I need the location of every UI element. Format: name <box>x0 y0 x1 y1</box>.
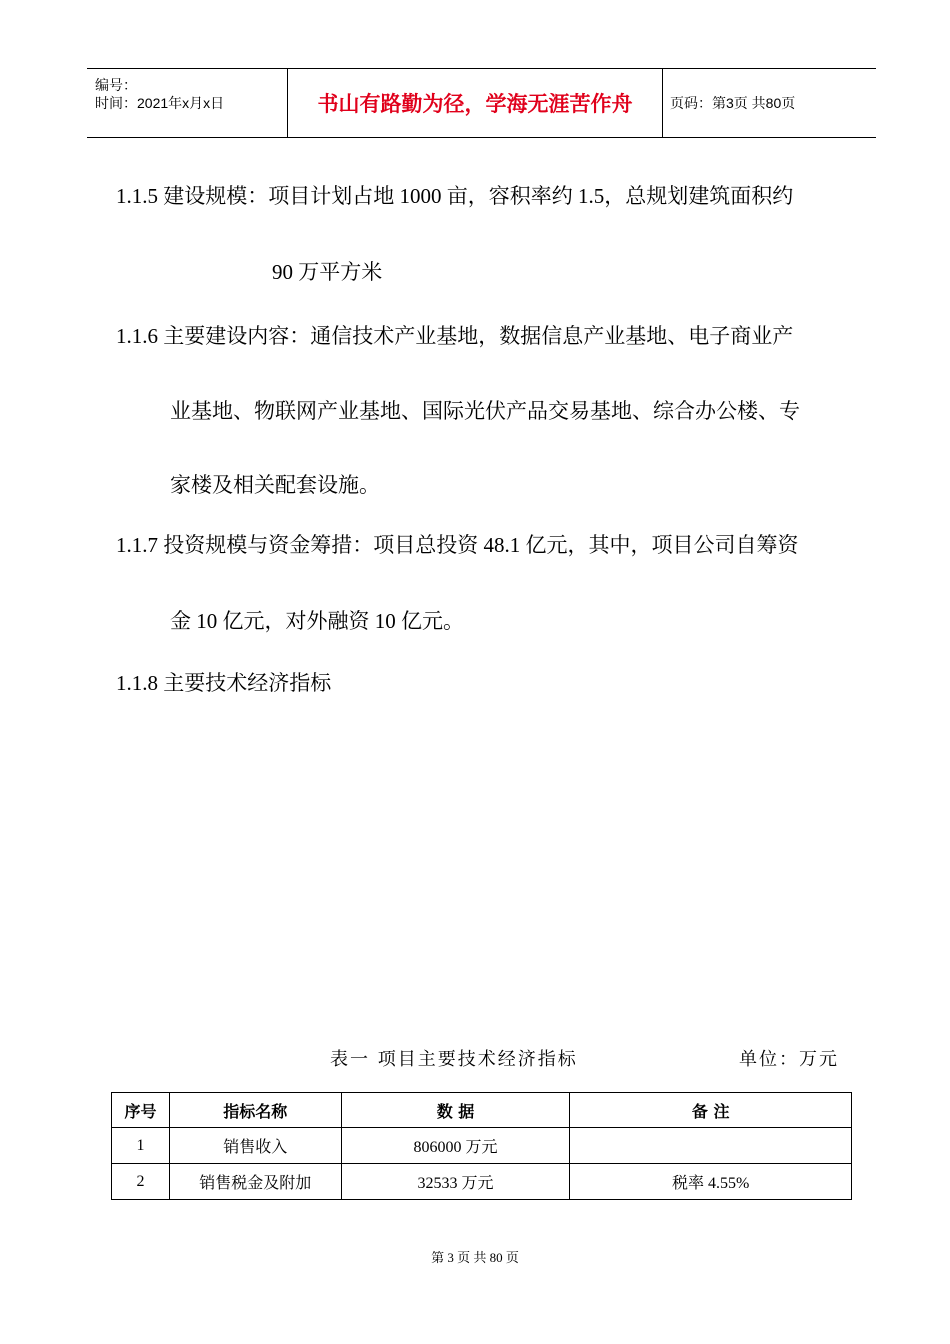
cell-name: 销售收入 <box>169 1128 341 1164</box>
paragraph-1-1-8-line-1: 1.1.8 主要技术经济指标 <box>116 671 332 695</box>
paragraph-1-1-7-line-2: 金 10 亿元，对外融资 10 亿元。 <box>170 609 464 633</box>
page-number-label: 页码：第3页 共80页 <box>670 95 796 111</box>
time-label: 时间：2021年x月x日 <box>95 95 225 111</box>
motto-text: 书山有路勤为径，学海无涯苦作舟 <box>287 69 663 137</box>
indicators-table <box>111 1092 852 1200</box>
paragraph-1-1-5-line-1: 1.1.5 建设规模：项目计划占地 1000 亩，容积率约 1.5，总规划建筑面积约 <box>116 184 794 208</box>
table-unit: 单位：万元 <box>739 1049 839 1070</box>
cell-remarks: 税率 4.55% <box>570 1164 852 1200</box>
cell-remarks <box>570 1128 852 1164</box>
paragraph-1-1-7-line-1: 1.1.7 投资规模与资金筹措：项目总投资 48.1 亿元，其中，项目公司自筹资 <box>116 533 799 557</box>
cell-data: 806000 万元 <box>341 1128 570 1164</box>
paragraph-1-1-6-line-3: 家楼及相关配套设施。 <box>170 473 380 497</box>
number-label: 编号： <box>95 77 137 93</box>
paragraph-1-1-6-line-2: 业基地、物联网产业基地、国际光伏产品交易基地、综合办公楼、专 <box>170 399 800 423</box>
header-data: 数 据 <box>341 1093 570 1128</box>
cell-name: 销售税金及附加 <box>169 1164 341 1200</box>
header-index: 序号 <box>112 1093 170 1128</box>
header-remarks: 备 注 <box>570 1093 852 1128</box>
page-footer: 第 3 页 共 80 页 <box>431 1250 519 1265</box>
paragraph-1-1-5-line-2: 90 万平方米 <box>272 260 383 284</box>
cell-index: 2 <box>112 1164 170 1200</box>
page-header <box>87 68 876 138</box>
table-row <box>112 1128 852 1164</box>
cell-index: 1 <box>112 1128 170 1164</box>
header-meta-cell <box>87 69 287 137</box>
cell-data: 32533 万元 <box>341 1164 570 1200</box>
table-caption: 表一 项目主要技术经济指标 <box>330 1049 578 1070</box>
table-header-row <box>112 1093 852 1128</box>
paragraph-1-1-6-line-1: 1.1.6 主要建设内容：通信技术产业基地，数据信息产业基地、电子商业产 <box>116 324 794 348</box>
header-name: 指标名称 <box>169 1093 341 1128</box>
table-row <box>112 1164 852 1200</box>
